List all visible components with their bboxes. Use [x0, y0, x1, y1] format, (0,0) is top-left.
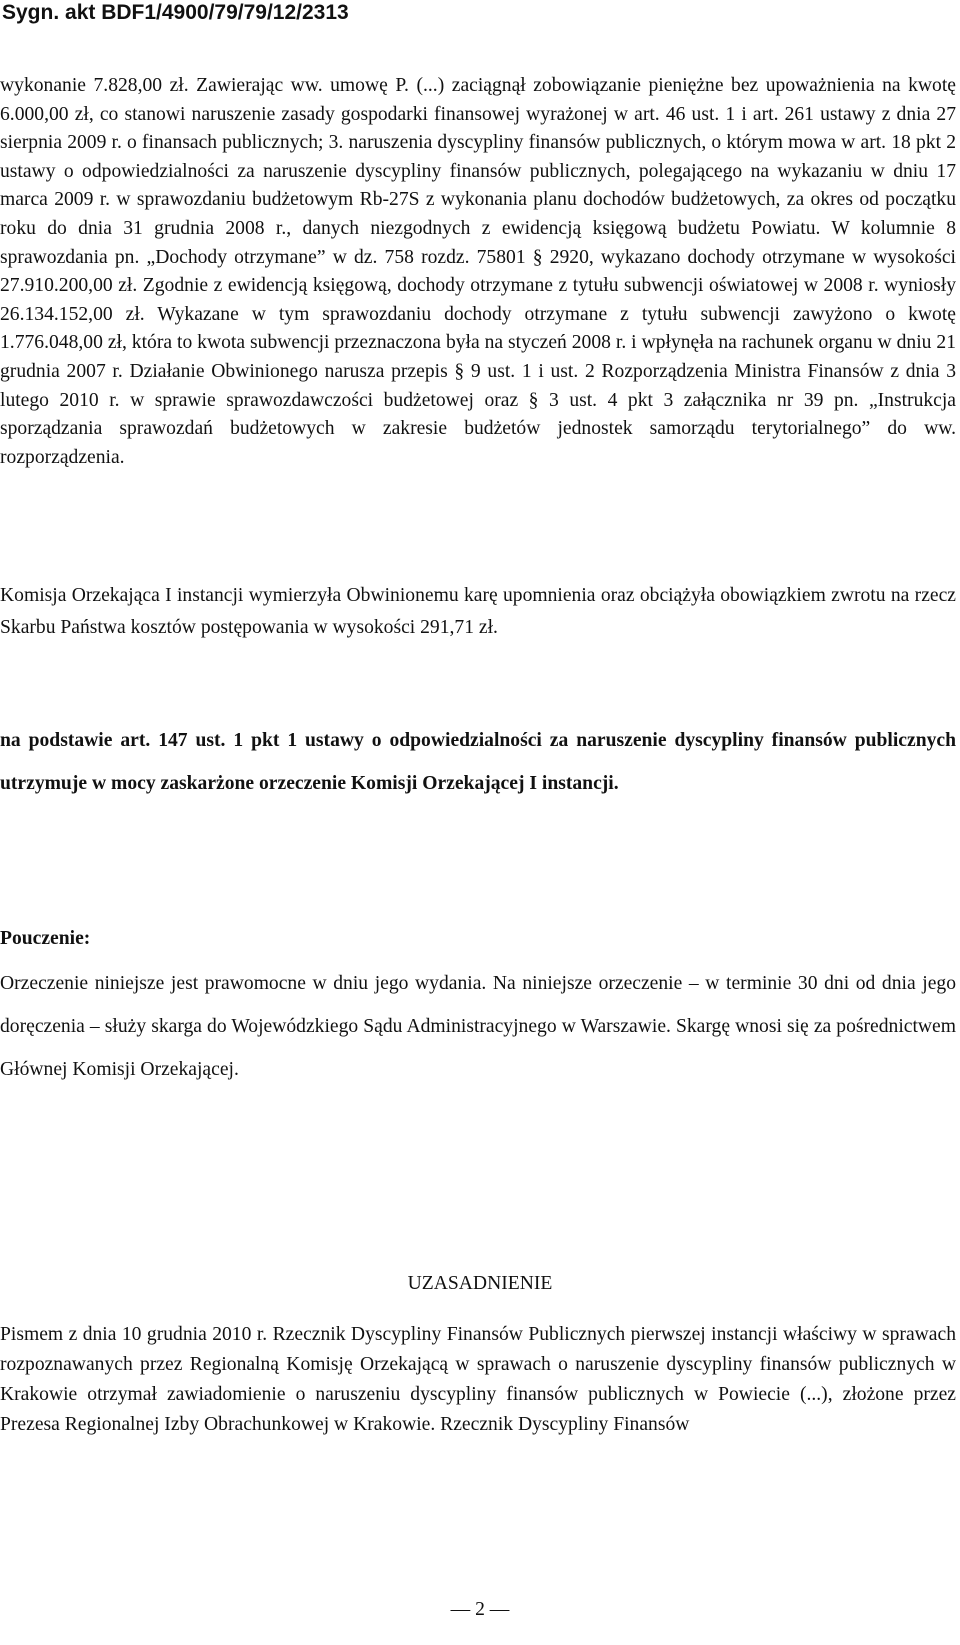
page-number: — 2 —: [450, 1599, 510, 1620]
paragraph-charges: wykonanie 7.828,00 zł. Zawierając ww. umowę P. (...) zaciągnął zobowiązanie pieniężne bez upoważnienia na kwotę 6.000,00 zł, co stanowi naruszenie zasady gospodarki finansowej wyrażonej w art. 46 ust. 1 i art. 261 ustawy z dnia 27 sierpnia 2009 r. o finansach publicznych; 3. naruszenia dyscypliny finansów publicznych, o którym mowa w art. 18 pkt 2 ustawy o odpowiedzialności za naruszenie dyscypliny finansów publicznych, polegającego na wykazaniu w dniu 17 marca 2009 r. w sprawozdaniu budżetowym Rb-27S z wykonania planu dochodów budżetowych, za okres od początku roku do dnia 31 grudnia 2008 r., danych niezgodnych z ewidencją księgową budżetu Powiatu. W kolumnie 8 sprawozdania pn. „Dochody otrzymane” w dz. 758 rozdz. 75801 § 2920, wykazano dochody otrzymane w wysokości 27.910.200,00 zł. Zgodnie z ewidencją księgową, dochody otrzymane z tytułu subwencji oświatowej w 2008 r. wyniosły 26.134.152,00 zł. Wykazane w tym sprawozdaniu dochody otrzymane z tytułu subwencji zawyżono o kwotę 1.776.048,00 zł, która to kwota subwencji przeznaczona była na styczeń 2008 r. i wpłynęła na rachunek organu w dniu 21 grudnia 2007 r. Działanie Obwinionego narusza przepis § 9 ust. 1 i ust. 2 Rozporządzenia Ministra Finansów z dnia 3 lutego 2010 r. w sprawie sprawozdawczości budżetowej oraz § 3 ust. 4 pkt 3 załącznika nr 39 pn. „Instrukcja sporządzania sprawozdań budżetowych w zakresie budżetów jednostek samorządu terytorialnego” do ww. rozporządzenia.: [0, 75, 956, 468]
paragraph-justification: Pismem z dnia 10 grudnia 2010 r. Rzecznik Dyscypliny Finansów Publicznych pierwszej instancji właściwy w sprawach rozpoznawanych przez Regionalną Komisję Orzekającą w sprawach o naruszenie dyscypliny finansów publicznych w Krakowie otrzymał zawiadomienie o naruszeniu dyscypliny finansów publicznych w Powiecie (...), złożone przez Prezesa Regionalnej Izby Obrachunkowej w Krakowie. Rzecznik Dyscypliny Finansów: [0, 1324, 956, 1435]
paragraph-instruction: Orzeczenie niniejsze jest prawomocne w dniu jego wydania. Na niniejsze orzeczenie – w terminie 30 dni od dnia jego doręczenia – służy skarga do Wojewódzkiego Sądu Administracyjnego w Warszawie. Skargę wnosi się za pośrednictwem Głównej Komisji Orzekającej.: [0, 973, 956, 1080]
paragraph-ruling: na podstawie art. 147 ust. 1 pkt 1 ustawy o odpowiedzialności za naruszenie dyscypliny finansów publicznych utrzymuje w mocy zaskarżone orzeczenie Komisji Orzekającej I instancji.: [0, 730, 956, 794]
paragraph-penalty: Komisja Orzekająca I instancji wymierzyła Obwinionemu karę upomnienia oraz obciążyła obowiązkiem zwrotu na rzecz Skarbu Państwa kosztów postępowania w wysokości 291,71 zł.: [0, 585, 956, 638]
case-signature: Sygn. akt BDF1/4900/79/79/12/2313: [2, 1, 349, 24]
instruction-heading: Pouczenie:: [0, 928, 91, 949]
justification-heading: UZASADNIENIE: [407, 1273, 553, 1294]
